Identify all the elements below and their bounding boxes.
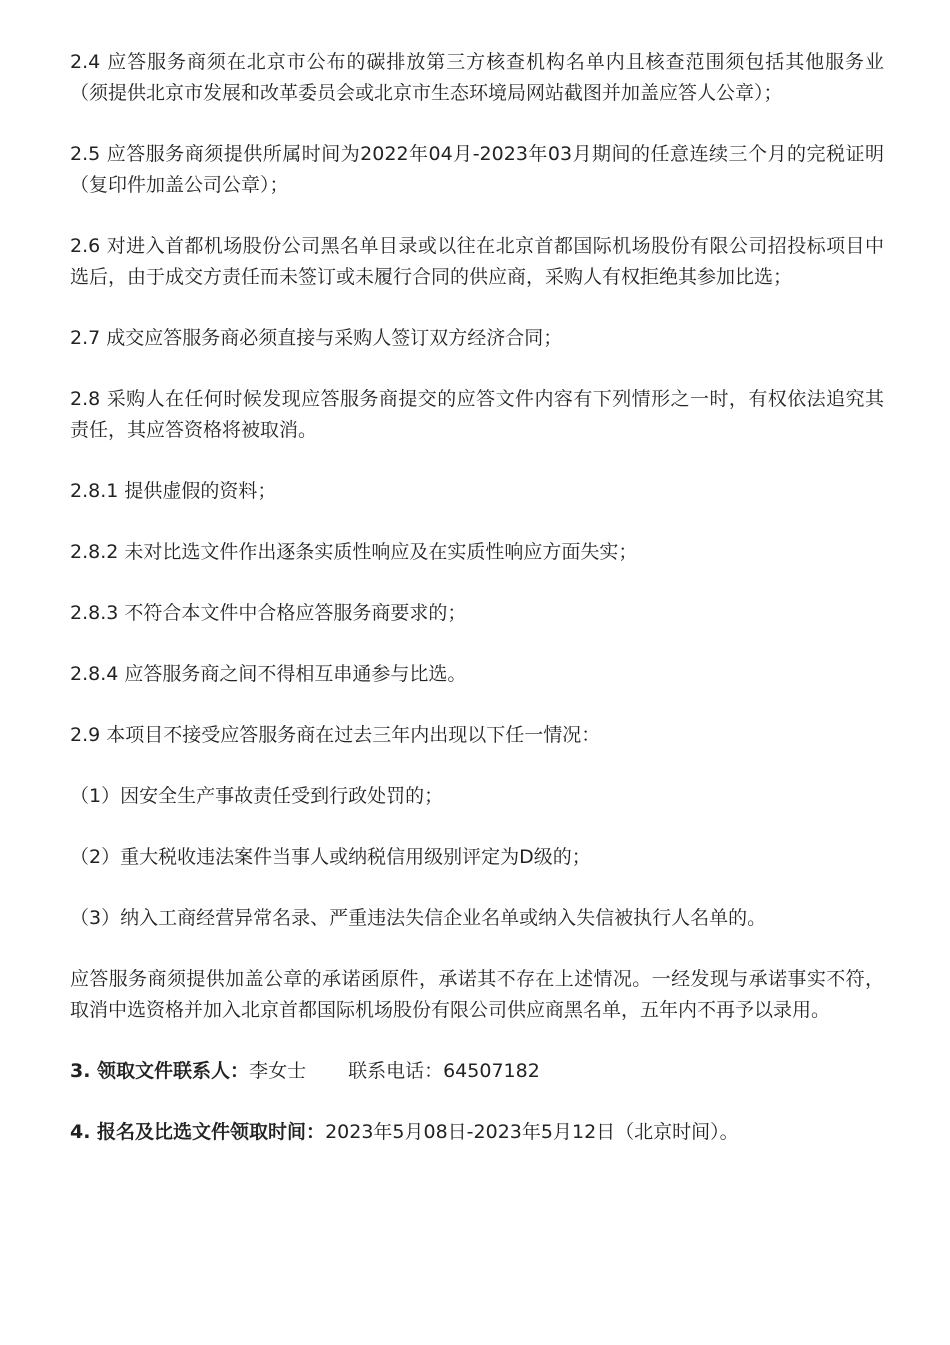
clause-2-7: 2.7 成交应答服务商必须直接与采购人签订双方经济合同；	[70, 327, 563, 349]
clause-2-8-1: 2.8.1 提供虚假的资料；	[70, 480, 277, 502]
condition-2: （2）重大税收违法案件当事人或纳税信用级别评定为D级的；	[70, 846, 591, 868]
contact-name: 李女士	[249, 1060, 307, 1082]
clause-2-4: 2.4 应答服务商须在北京市公布的碳排放第三方核查机构名单内且核查范围须包括其他服务业（须提供北京市发展和改革委员会或北京市生态环境局网站截图并加盖应答人公章）；	[70, 51, 884, 104]
phone-number: 64507182	[443, 1060, 540, 1082]
contact-label: 3. 领取文件联系人：	[70, 1060, 250, 1082]
clause-2-8-3: 2.8.3 不符合本文件中合格应答服务商要求的；	[70, 602, 467, 624]
commitment-paragraph: 应答服务商须提供加盖公章的承诺函原件，承诺其不存在上述情况。一经发现与承诺事实不符，取消中选资格并加入北京首都国际机场股份有限公司供应商黑名单，五年内不再予以录用。	[70, 968, 884, 1021]
contact-line	[70, 1056, 884, 1087]
clause-2-8-2: 2.8.2 未对比选文件作出逐条实质性响应及在实质性响应方面失实；	[70, 541, 638, 563]
registration-line	[70, 1117, 884, 1148]
document-body	[70, 47, 884, 1178]
registration-label: 4. 报名及比选文件领取时间：	[70, 1121, 326, 1143]
clause-2-8: 2.8 采购人在任何时候发现应答服务商提交的应答文件内容有下列情形之一时，有权依法追究其责任，其应答资格将被取消。	[70, 388, 884, 441]
registration-value: 2023年5月08日-2023年5月12日（北京时间）。	[325, 1121, 739, 1143]
phone-label: 联系电话：	[348, 1060, 444, 1082]
condition-1: （1）因安全生产事故责任受到行政处罚的；	[70, 785, 444, 807]
clause-2-5: 2.5 应答服务商须提供所属时间为2022年04月-2023年03月期间的任意连续三个月的完税证明（复印件加盖公司公章）；	[70, 143, 884, 196]
clause-2-6: 2.6 对进入首都机场股份公司黑名单目录或以往在北京首都国际机场股份有限公司招投标项目中选后，由于成交方责任而未签订或未履行合同的供应商，采购人有权拒绝其参加比选；	[70, 235, 884, 288]
clause-2-9: 2.9 本项目不接受应答服务商在过去三年内出现以下任一情况：	[70, 724, 601, 746]
condition-3: （3）纳入工商经营异常名录、严重违法失信企业名单或纳入失信被执行人名单的。	[70, 907, 767, 929]
clause-2-8-4: 2.8.4 应答服务商之间不得相互串通参与比选。	[70, 663, 467, 685]
